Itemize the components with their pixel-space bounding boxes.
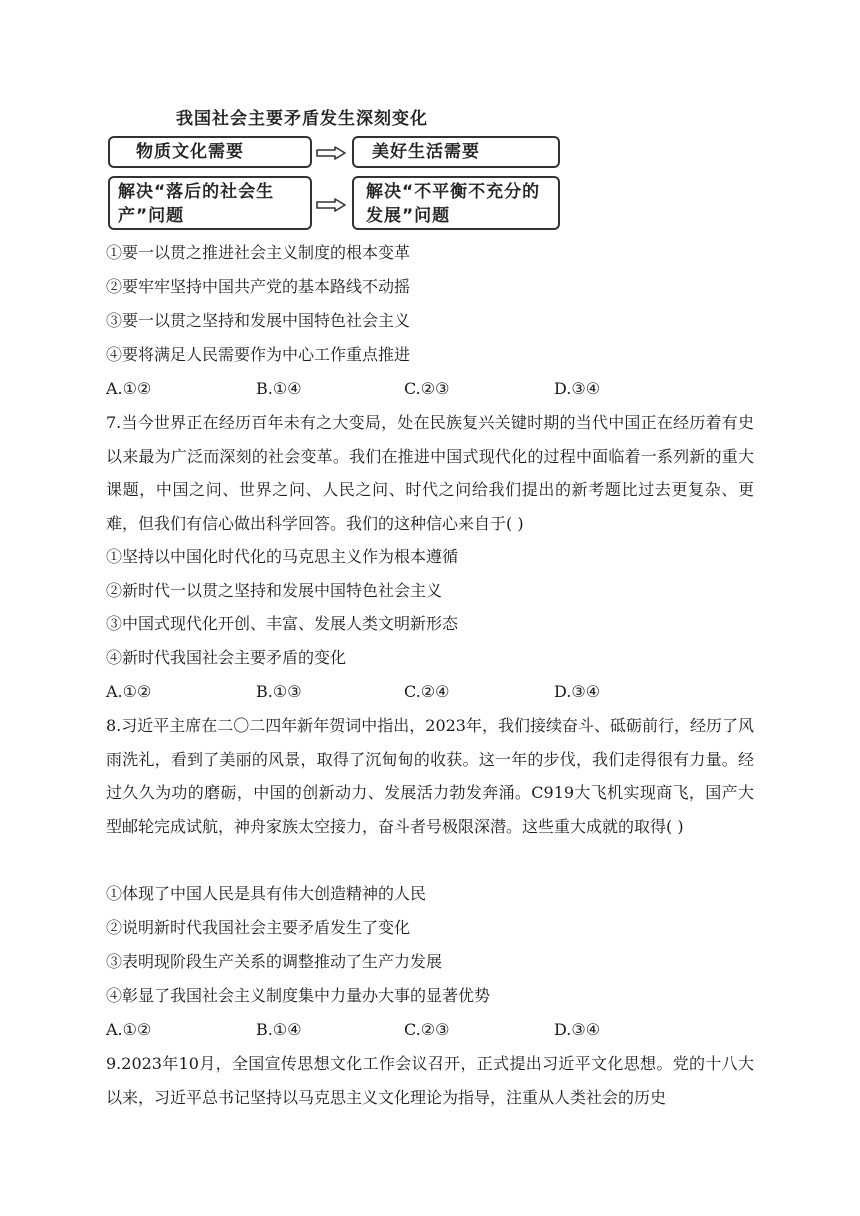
right-arrow-icon [316, 198, 346, 212]
box-better-life-needs: 美好生活需要 [352, 136, 560, 168]
box-material-needs: 物质文化需要 [108, 136, 312, 168]
box-unbalanced-development: 解决“不平衡不充分的发展”问题 [352, 176, 560, 230]
q8-item-3: ③表明现阶段生产关系的调整推动了生产力发展 [106, 952, 443, 971]
box-backward-production: 解决“落后的社会生产”问题 [108, 176, 312, 230]
q6-option-b[interactable]: B.①④ [256, 379, 302, 398]
q6-option-d[interactable]: D.③④ [554, 379, 601, 398]
q8-option-c[interactable]: C.②③ [404, 1020, 450, 1039]
q6-item-3: ③要一以贯之坚持和发展中国特色社会主义 [106, 311, 411, 330]
q8-item-4: ④彰显了我国社会主义制度集中力量办大事的显著优势 [106, 986, 491, 1005]
q9-stem: 9.2023年10月，全国宣传思想文化工作会议召开，正式提出习近平文化思想。党的十八大以来，习近平总书记坚持以马克思主义文化理论为指导，注重从人类社会的历史 [106, 1054, 754, 1107]
diagram-title: 我国社会主要矛盾发生深刻变化 [176, 109, 428, 129]
q7-options [106, 681, 666, 703]
q8-stem: 8.习近平主席在二〇二四年新年贺词中指出，2023年，我们接续奋斗、砥砺前行，经历了风雨洗礼，看到了美丽的风景，取得了沉甸甸的收获。这一年的步伐，我们走得很有力量。经过久久为功的磨砺，中国的创新动力、发展活力勃发奔涌。C919大飞机实现商飞，国产大型邮轮完成试航，神舟家族太空接力，奋斗者号极限深潜。这些重大成就的取得( ) [106, 716, 754, 836]
q8-option-a[interactable]: A.①② [106, 1020, 152, 1039]
q7-option-c[interactable]: C.②④ [404, 682, 450, 701]
q7-item-1: ①坚持以中国化时代化的马克思主义作为根本遵循 [106, 547, 459, 566]
q6-item-2: ②要牢牢坚持中国共产党的基本路线不动摇 [106, 277, 411, 296]
right-arrow-icon [316, 146, 346, 160]
q7-item-3: ③中国式现代化开创、丰富、发展人类文明新形态 [106, 614, 459, 633]
q6-option-c[interactable]: C.②③ [404, 379, 450, 398]
q7-option-d[interactable]: D.③④ [554, 682, 601, 701]
q6-item-1: ①要一以贯之推进社会主义制度的根本变革 [106, 243, 411, 262]
q8-option-d[interactable]: D.③④ [554, 1020, 601, 1039]
q8-item-1: ①体现了中国人民是具有伟大创造精神的人民 [106, 884, 427, 903]
q8-option-b[interactable]: B.①④ [256, 1020, 302, 1039]
q6-item-4: ④要将满足人民需要作为中心工作重点推进 [106, 345, 411, 364]
q6-options [106, 378, 666, 400]
q7-option-a[interactable]: A.①② [106, 682, 152, 701]
contradiction-diagram [106, 100, 566, 232]
q7-item-4: ④新时代我国社会主要矛盾的变化 [106, 648, 347, 667]
q6-option-a[interactable]: A.①② [106, 379, 152, 398]
q7-item-2: ②新时代一以贯之坚持和发展中国特色社会主义 [106, 581, 443, 600]
q8-options [106, 1019, 666, 1041]
q7-option-b[interactable]: B.①③ [256, 682, 302, 701]
q7-stem: 7.当今世界正在经历百年未有之大变局，处在民族复兴关键时期的当代中国正在经历着有史以来最为广泛而深刻的社会变革。我们在推进中国式现代化的过程中面临着一系列新的重大课题，中国之问、世界之问、人民之问、时代之问给我们提出的新考题比过去更复杂、更难，但我们有信心做出科学回答。我们的这种信心来自于( ) [106, 413, 754, 533]
q8-item-2: ②说明新时代我国社会主要矛盾发生了变化 [106, 918, 411, 937]
